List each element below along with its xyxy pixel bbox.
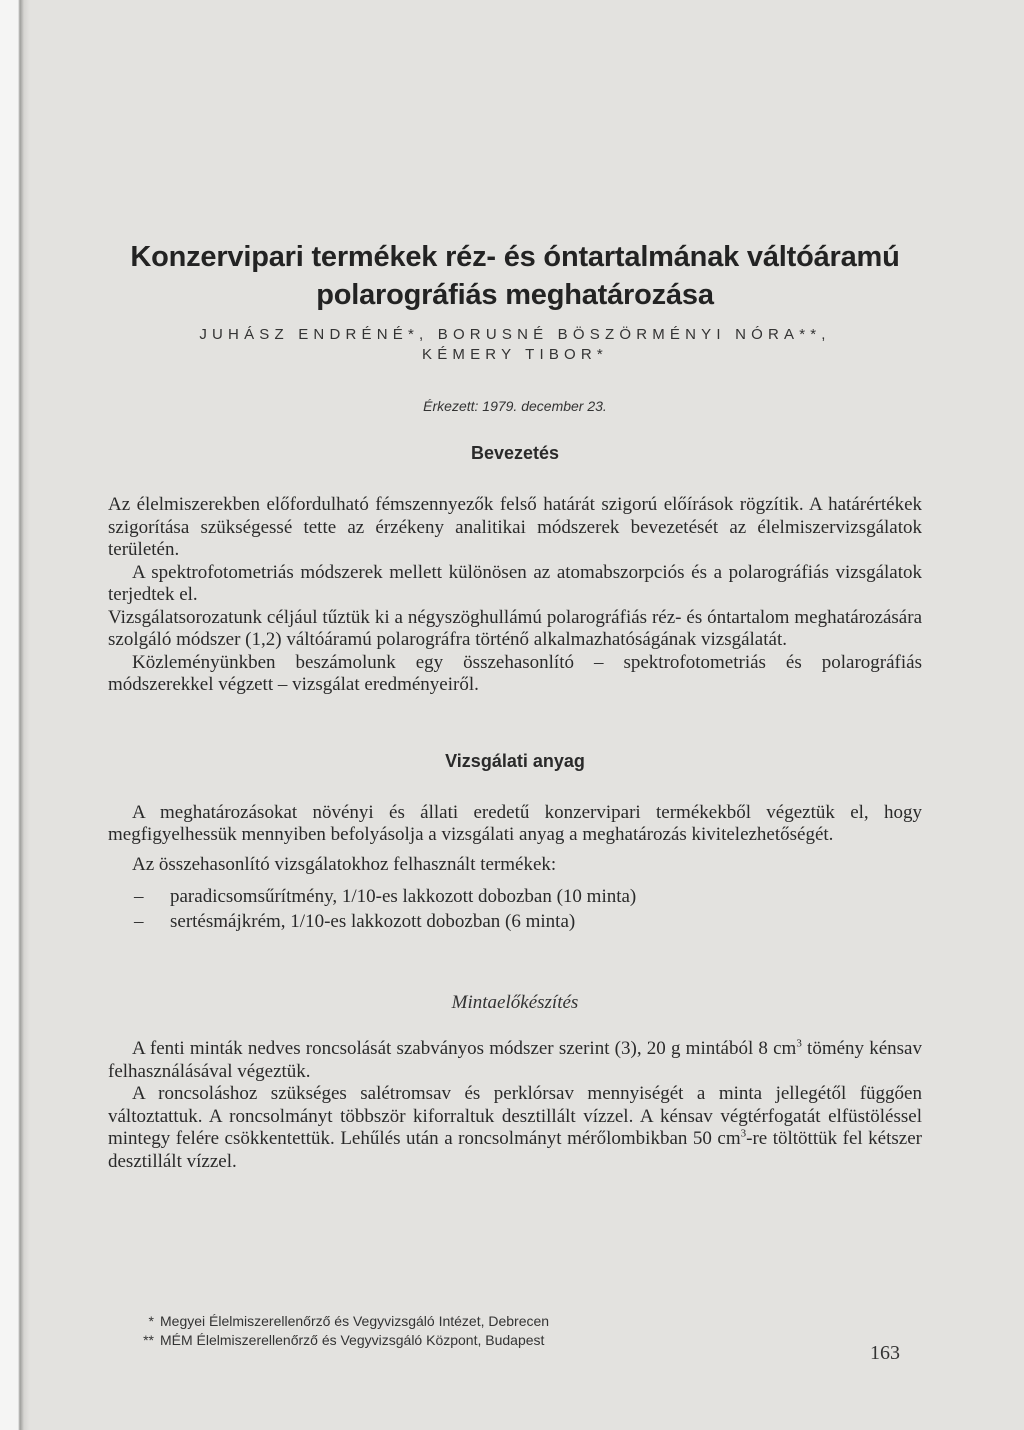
prep-text: -re töltöttük fel kétszer desztillált vízzel. — [108, 1128, 922, 1172]
intro-paragraph-2: A spektrofotometriás módszerek mellett különösen az atomabszorpciós és a polarográfiás vizsgálatok terjedtek el. — [108, 561, 922, 605]
heading-introduction: Bevezetés — [470, 443, 560, 463]
title-line-2: polarográfiás meghatározása — [316, 279, 714, 311]
footnotes — [132, 1312, 549, 1350]
material-section — [108, 802, 922, 935]
footnote-text: Megyei Élelmiszerellenőrző és Vegyvizsgáló Intézet, Debrecen — [160, 1313, 550, 1329]
article-title — [108, 238, 922, 314]
intro-paragraph-4: Közleményünkben beszámolunk egy összehasonlító – spektrofotometriás és polarográfiás módszerekkel végzett – vizsgálat eredményeiről. — [108, 651, 922, 695]
list-item-text: paradicsomsűrítmény, 1/10-es lakkozott dobozban (10 minta) — [170, 886, 637, 907]
article — [108, 238, 922, 1173]
heading-sample-preparation: Mintaelőkészítés — [451, 992, 579, 1013]
material-paragraph-1: A meghatározásokat növényi és állati eredetű konzervipari termékekből végeztük el, hogy megfigyelhessük mennyiben befolyásolja a vizsgálati anyag a meghatározás kivitelezhetőségét. — [108, 801, 922, 845]
list-dash: – — [134, 911, 144, 932]
heading-material: Vizsgálati anyag — [445, 750, 585, 771]
preparation-section — [108, 1038, 922, 1173]
introduction-section — [108, 494, 922, 697]
intro-paragraph-1: Az élelmiszerekben előfordulható fémszennyezők felső határát szigorú előírások rögzítik. A határértékek szigorítása szükségessé tette az érzékeny analitikai módszerek bevezetését az élelmiszervizsgálatok területén. — [108, 494, 922, 560]
title-line-1: Konzervipari termékek réz- és óntartalmának váltóáramú — [130, 241, 900, 273]
authors-line-1: JUHÁSZ ENDRÉNÉ*, BORUSNÉ BÖSZÖRMÉNYI NÓRA**, — [199, 326, 831, 343]
prep-text: tömény kénsav felhasználásával végeztük. — [108, 1038, 922, 1082]
footnote-mark: * — [148, 1313, 154, 1329]
prep-paragraph-2 — [108, 1083, 922, 1173]
product-list — [108, 884, 922, 934]
authors — [108, 325, 922, 365]
list-item — [108, 909, 922, 934]
material-paragraph-2: Az összehasonlító vizsgálatokhoz felhasznált termékek: — [132, 853, 557, 875]
list-item — [108, 884, 922, 909]
prep-text: A fenti minták nedves roncsolását szabványos módszer szerint (3), 20 g mintából 8 cm — [132, 1038, 797, 1059]
received-date: Érkezett: 1979. december 23. — [423, 398, 607, 414]
footnote — [132, 1331, 549, 1350]
authors-line-2: KÉMERY TIBOR* — [422, 346, 608, 363]
list-dash: – — [134, 886, 144, 907]
superscript: 3 — [796, 1037, 802, 1050]
footnote-text: MÉM Élelmiszerellenőrző és Vegyvizsgáló Központ, Budapest — [160, 1332, 545, 1348]
superscript: 3 — [740, 1127, 747, 1140]
list-item-text: sertésmájkrém, 1/10-es lakkozott dobozban (6 minta) — [170, 911, 576, 932]
prep-text: A roncsoláshoz szükséges salétromsav és perklórsav mennyiségét a minta jellegétől függően változtattuk. A roncsolmányt többször kiforraltuk desztillált vízzel. A kénsav végtérfogatát elfüstöléssel mintegy felére csökkentettük. Lehűlés után a roncsolmányt mérőlombikban 50 cm — [108, 1083, 922, 1149]
page-binding-edge — [0, 0, 30, 1430]
prep-paragraph-1 — [108, 1038, 922, 1083]
footnote-mark: ** — [143, 1332, 154, 1348]
page-number: 163 — [870, 1342, 900, 1364]
intro-paragraph-3: Vizsgálatsorozatunk céljául tűztük ki a négyszöghullámú polarográfiás réz- és óntartalom meghatározására szolgáló módszer (1,2) váltóáramú polarográfra történő alkalmazhatóságának vizsgálatát. — [108, 606, 922, 650]
footnote — [132, 1312, 549, 1331]
